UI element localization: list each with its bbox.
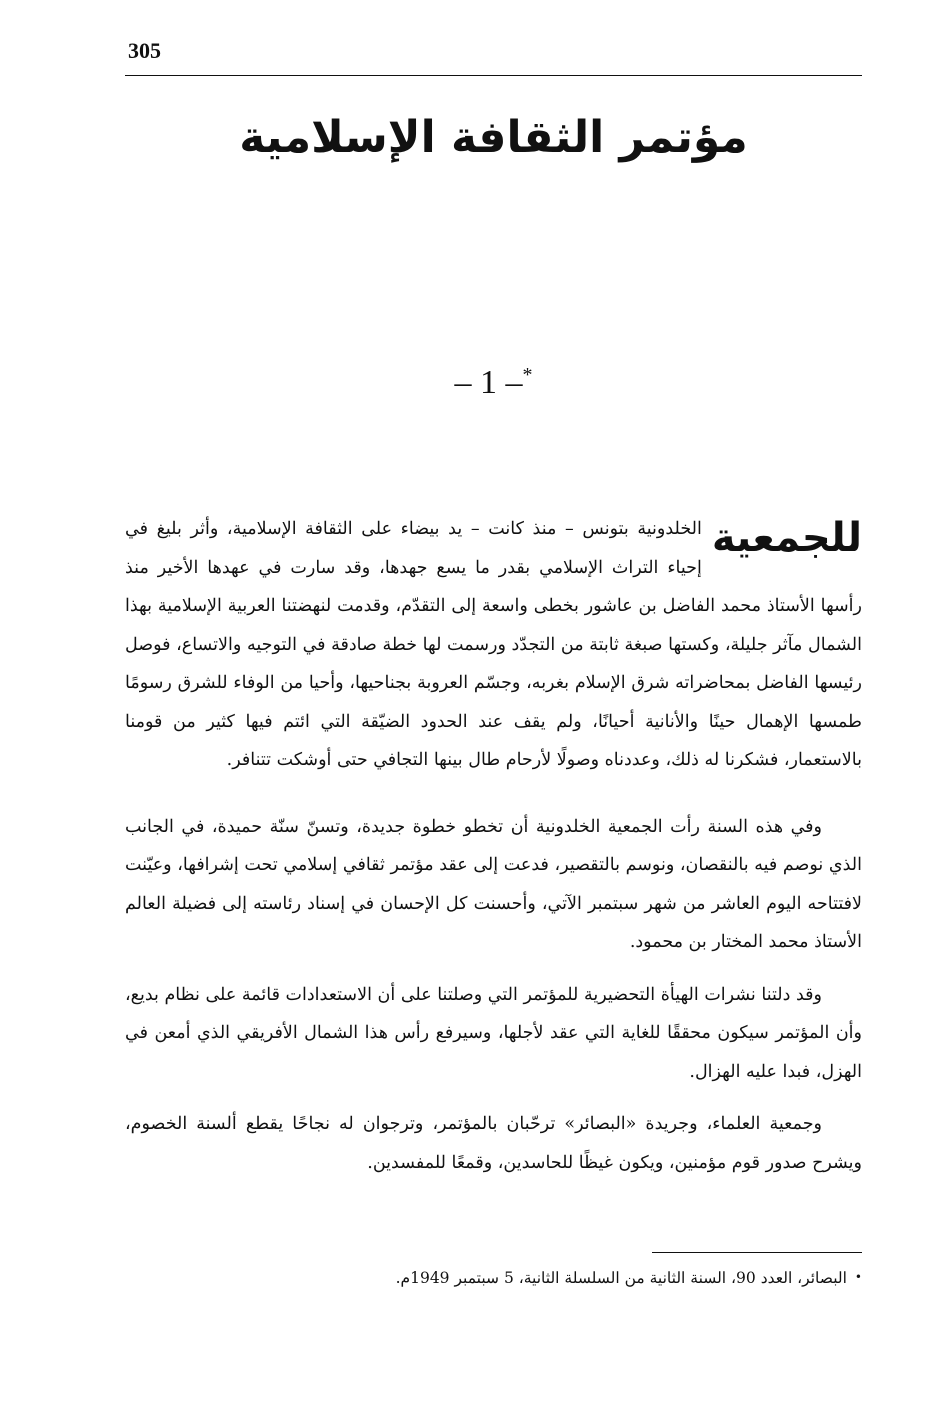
- page-title: مؤتمر الثقافة الإسلامية: [239, 112, 748, 163]
- article-body: [125, 510, 862, 1182]
- section-marker-text: – 1 –: [454, 364, 523, 401]
- paragraph-3: وقد دلتنا نشرات الهيأة التحضيرية للمؤتمر التي وصلتنا على أن الاستعدادات قائمة على نظام بديع، وأن المؤتمر سيكون محققًا للغاية التي عقد لأجلها، وسيرفع رأس هذا الشمال الأفريقي الذي أمعن في الهزل، فبدا عليه الهزال.: [125, 984, 862, 1082]
- footnote: [280, 1262, 862, 1293]
- footnote-rule: [652, 1252, 862, 1253]
- footnote-text: البصائر، العدد 90، السنة الثانية من السلسلة الثانية، 5 سبتمبر 1949م.: [395, 1269, 847, 1287]
- footnote-reference-star: *: [522, 364, 533, 386]
- paragraph-1: [125, 510, 862, 780]
- section-number: [125, 364, 862, 402]
- paragraph-4: وجمعية العلماء، وجريدة «البصائر» ترحّبان بالمؤتمر، وترجوان له نجاحًا يقطع ألسنة الخصوم، ويشرح صدور قوم مؤمنين، ويكون غيظًا للحاسدين، وقمعًا للمفسدين.: [125, 1114, 862, 1173]
- paragraph-1-text: الخلدونية بتونس – منذ كانت – يد بيضاء على الثقافة الإسلامية، وأثر بليغ في إحياء التراث الإسلامي بقدر ما يسع جهدها، وقد سارت في عهدها الأخير منذ رأسها الأستاذ محمد الفاضل بن عاشور بخطى واسعة إلى التقدّم، وقدمت لنهضتنا العربية الإسلامية بهذا الشمال مآثر جليلة، وكستها صبغة ثابتة من التجدّد ورسمت لها خطة صادقة في التوجيه والاتساع، فوصل رئيسها الفاضل بمحاضراته شرق الإسلام بغربه، وجسّم العروبة بجناحيها، وأحيا من الوفاء للشرق رسومًا طمسها الإهمال حينًا والأنانية أحيانًا، ولم يقف عند الحدود الضيّقة التي ائتم فيها كثير من قومنا بالاستعمار، فشكرنا له ذلك، وعددناه وصولًا لأرحام طال بينها التجافي حتى أوشكت تتنافر.: [125, 519, 862, 770]
- page-number: 305: [128, 38, 161, 63]
- paragraph-2: وفي هذه السنة رأت الجمعية الخلدونية أن تخطو خطوة جديدة، وتسنّ سنّة حميدة، في الجانب الذي نوصم فيه بالنقصان، ونوسم بالتقصير، فدعت إلى عقد مؤتمر ثقافي إسلامي تحت إشرافها، وعيّنت لافتتاحه اليوم العاشر من شهر سبتمبر الآتي، وأحسنت كل الإحسان في إسناد رئاسته إلى فضيلة العالم الأستاذ محمد المختار بن محمود.: [125, 816, 862, 952]
- header-rule: [125, 75, 862, 76]
- drop-word: للجمعية: [711, 515, 862, 561]
- footnote-bullet: •: [854, 1270, 862, 1284]
